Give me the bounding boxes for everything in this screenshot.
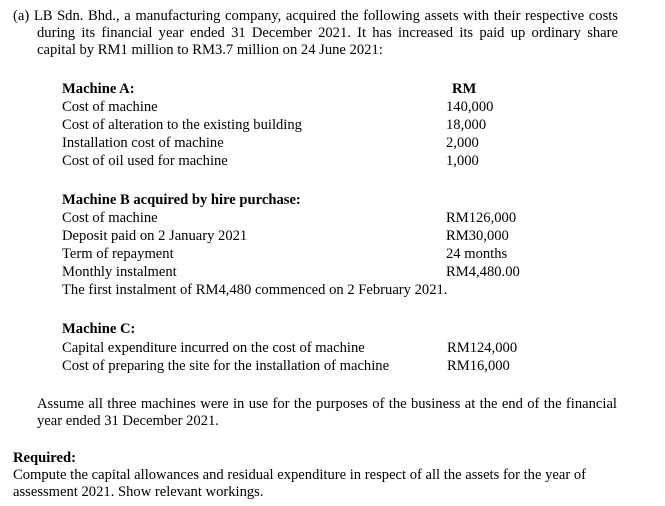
- question-label: (a): [13, 8, 30, 24]
- table-row: [62, 264, 602, 282]
- item-label: Cost of alteration to the existing building: [62, 117, 302, 133]
- intro-text: LB Sdn. Bhd., a manufacturing company, acquired the following assets with their respective costs during its financial year ended 31 December 2021. It has increased its paid up ordinary share capital by RM1 million to RM3.7 million on 24 June 2021:: [33, 8, 618, 58]
- table-row: [62, 358, 602, 376]
- item-value: RM16,000: [447, 358, 510, 374]
- item-value: 24 months: [446, 246, 508, 262]
- machine-a-section: [62, 81, 602, 171]
- item-label: Capital expenditure incurred on the cost of machine: [62, 340, 365, 356]
- machine-b-note-row: [62, 282, 602, 300]
- item-value: RM126,000: [446, 210, 517, 226]
- item-label: Cost of machine: [62, 99, 158, 115]
- intro-paragraph: [13, 8, 618, 59]
- machine-c-heading-row: [62, 321, 602, 340]
- table-row: [62, 246, 602, 264]
- table-row: [62, 135, 602, 153]
- machine-b-heading: Machine B acquired by hire purchase:: [62, 192, 301, 208]
- table-row: [62, 340, 602, 358]
- item-value: RM124,000: [447, 340, 518, 356]
- intro-body: [13, 8, 618, 59]
- required-heading: Required:: [13, 450, 76, 466]
- item-value: 140,000: [446, 99, 494, 115]
- table-row: [62, 117, 602, 135]
- table-row: [62, 99, 602, 117]
- item-label: Installation cost of machine: [62, 135, 224, 151]
- item-label: Term of repayment: [62, 246, 174, 262]
- machine-c-section: [62, 321, 602, 376]
- required-text: Compute the capital allowances and residual expenditure in respect of all the assets for the year of assessment 2021. Show relevant workings.: [13, 467, 586, 500]
- item-label: Monthly instalment: [62, 264, 177, 280]
- assumption-paragraph: Assume all three machines were in use for the purposes of the business at the end of the financial year ended 31 December 2021.: [37, 396, 617, 429]
- item-value: RM4,480.00: [446, 264, 520, 280]
- machine-c-heading: Machine C:: [62, 321, 136, 337]
- item-value: 18,000: [446, 117, 487, 133]
- currency-header: RM: [452, 81, 477, 97]
- machine-a-heading: Machine A:: [62, 81, 135, 97]
- item-value: 2,000: [446, 135, 479, 151]
- machine-b-note: The first instalment of RM4,480 commenced on 2 February 2021.: [62, 282, 448, 298]
- item-label: Cost of machine: [62, 210, 158, 226]
- item-label: Deposit paid on 2 January 2021: [62, 228, 248, 244]
- machine-a-heading-row: [62, 81, 602, 99]
- machine-b-section: [62, 192, 602, 300]
- item-value: 1,000: [446, 153, 479, 169]
- table-row: [62, 228, 602, 246]
- table-row: [62, 210, 602, 228]
- item-label: Cost of preparing the site for the installation of machine: [62, 358, 390, 374]
- table-row: [62, 153, 602, 171]
- item-value: RM30,000: [446, 228, 509, 244]
- item-label: Cost of oil used for machine: [62, 153, 228, 169]
- machine-b-heading-row: [62, 192, 602, 210]
- required-section: [13, 450, 623, 501]
